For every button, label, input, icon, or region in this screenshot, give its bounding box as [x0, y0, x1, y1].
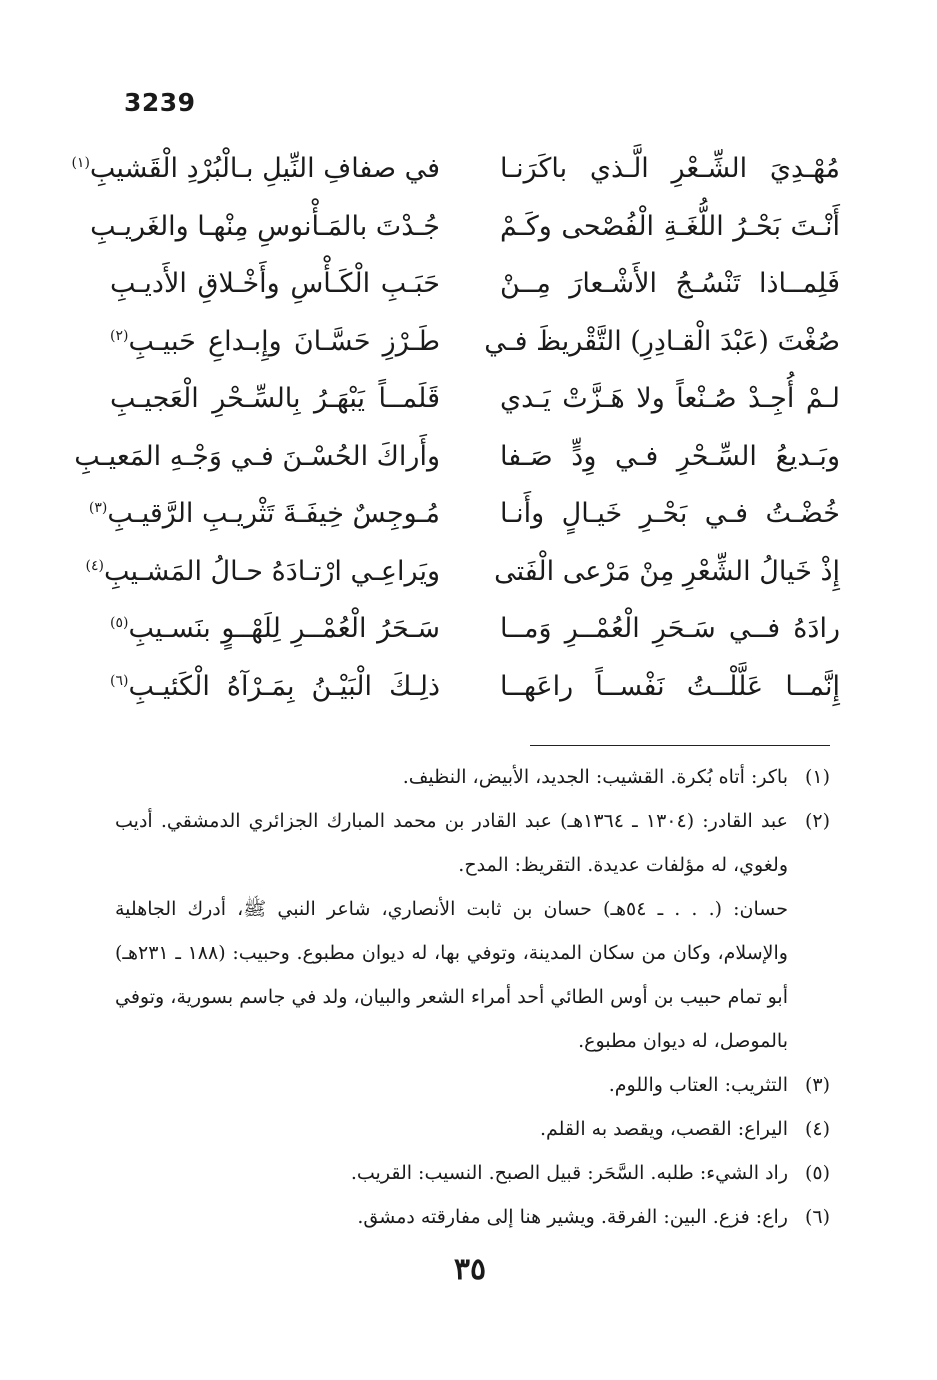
footnote-number: (١) [804, 766, 830, 788]
poem [71, 140, 840, 715]
footnote [115, 755, 830, 799]
verse-second-hemistich: جُـدْتَ بالمَـأْنوسِ مِنْهـا والغَريـبِ [90, 210, 440, 242]
verse-first-hemistich: إِنَّمــا عَلَّلْــتُ نَفْســاً راعَهــا [500, 670, 840, 702]
verse-second-hemistich: سَـحَرُ الْعُمْــرِ لِلَهْــوٍ بنَسـيبِ$^{(٥)}$ [110, 613, 440, 645]
footnote-ref: (٤) [85, 557, 104, 574]
page-number: ٣٥ [453, 1252, 487, 1287]
verse-second-hemistich: طَـرْزِ حَسَّـانَ وإِبـداعِ حَبيـبِ$^{(٢)}$ [110, 325, 440, 357]
verse-second-hemistich: مُـوجِسٌ خِيفَـةَ تَثْريـبِ الرَّقيـبِ$^{(٣)}$ [88, 498, 440, 530]
footnote-paragraph: باكر: أتاه بُكرة. القشيب: الجديد، الأبيض، النظيف. [402, 766, 788, 788]
verse [110, 313, 840, 371]
verse-first-hemistich: وبَـديعُ السِّـحْرِ فـي وِدٍّ صَـفا [500, 440, 840, 472]
footnote-text [115, 1151, 788, 1195]
verse [110, 600, 840, 658]
footnote-number: (٦) [804, 1206, 830, 1228]
footnote [115, 1151, 830, 1195]
footnote-text [115, 1107, 788, 1151]
footnote-paragraph: اليراع: القصب، ويقصد به القلم. [539, 1118, 788, 1140]
footnote-paragraph: راع: فزع. البين: الفرقة. ويشير هنا إلى مفارقته دمشق. [357, 1206, 788, 1228]
verse [85, 543, 840, 601]
footnote-text [115, 1063, 788, 1107]
verse-second-hemistich: في صفافِ النِّيلِ بـالْبُرْدِ الْقَشيبِ$^{(١)}$ [71, 153, 440, 185]
footnote-number: (٤) [804, 1118, 830, 1140]
footnote [115, 1195, 830, 1239]
footnote-ref: (٢) [110, 327, 129, 344]
footnote-text [115, 799, 788, 1063]
footnote-paragraph: عبد القادر: (١٣٠٤ ـ ١٣٦٤هـ) عبد القادر بن محمد المبارك الجزائري الدمشقي. أديب ولغوي، له مؤلفات عديدة. التقريظ: المدح. [115, 810, 788, 876]
verse-first-hemistich: خُضْـتُ فـي بَحْـرِ خَيـالٍ وأَنـا [500, 498, 840, 530]
verse-second-hemistich: حَبَـبِ الْكَـأْسِ وأَخْـلاقِ الأَديـبِ [110, 268, 440, 300]
verse [110, 658, 840, 716]
footnote [115, 1063, 830, 1107]
verse-second-hemistich: ويَراعِـي ارْتـادَهُ حـالُ المَشـيبِ$^{(٤)}$ [85, 555, 440, 587]
footnote-paragraph: راد الشيء: طلبه. السَّحَر: قبيل الصبح. النسيب: القريب. [350, 1162, 788, 1184]
footnote [115, 799, 830, 1063]
verse-first-hemistich: مُهْـدِيَ الشِّـعْرِ الَّـذي باكَرَنـا [500, 153, 840, 185]
verse [110, 370, 840, 428]
verse-second-hemistich: قَلَمــاً يَبْهَـرُ بِالسِّـحْرِ الْعَجيـبِ [110, 383, 440, 415]
footnote-ref: (٦) [110, 672, 129, 689]
footnote [115, 1107, 830, 1151]
verse-first-hemistich: فَلِمــاذا تَنْسُـجُ الأَشْـعارَ مِــنْ [500, 268, 840, 300]
verse-first-hemistich: لـمْ أُجِـدْ صُـنْعاً ولا هَـزَّتْ يَـدي [500, 383, 840, 415]
footnote-paragraph: التثريب: العتاب واللوم. [608, 1074, 788, 1096]
footnotes [115, 755, 830, 1239]
footnote-ref: (٣) [88, 500, 108, 517]
footnote-ref: (١) [71, 155, 90, 172]
verse-first-hemistich: أَنْـتَ بَحْـرُ اللُّغَـةِ الْفُصْحى وكَـمْ [500, 210, 840, 242]
footnote-text [115, 755, 788, 799]
footnote-ref: (٥) [110, 615, 129, 632]
verse [74, 428, 840, 486]
verse [88, 485, 840, 543]
verse-first-hemistich: صُغْتَ (عَبْدَ الْقـادِرِ) التَّقْريظَ فـي [484, 325, 840, 357]
verse-first-hemistich: إِذْ خَيالُ الشِّعْرِ مِنْ مَرْعى الْفَتى [494, 555, 840, 587]
page-id: 3239 [124, 88, 196, 117]
footnote-separator [530, 745, 830, 746]
verse-second-hemistich: وأَراكَ الحُسْـنَ فـي وَجْـهِ المَعيـبِ [74, 440, 440, 472]
verse [90, 198, 840, 256]
verse-second-hemistich: ذلِـكَ الْبَيْـنُ بِمَـرْآهُ الْكَئيـبِ$^{(٦)}$ [110, 670, 440, 702]
verse [71, 140, 840, 198]
verse-first-hemistich: رادَهُ فــي سَـحَرِ الْعُمْــرِ وَمــا [500, 613, 840, 645]
footnote-text [115, 1195, 788, 1239]
footnote-paragraph: حسان: (. . . ـ ٥٤هـ) حسان بن ثابت الأنصاري، شاعر النبي ﷺ، أدرك الجاهلية والإسلام، وكان من سكان المدينة، وتوفي بها، له ديوان مطبوع. وحبيب: (١٨٨ ـ ٢٣١هـ) أبو تمام حبيب بن أوس الطائي أحد أمراء الشعر والبيان، ولد في جاسم بسورية، وتوفي بالموصل، له ديوان مطبوع. [115, 898, 788, 1052]
footnote-number: (٣) [804, 1074, 830, 1096]
footnote-number: (٥) [804, 1162, 830, 1184]
verse [110, 255, 840, 313]
footnote-number: (٢) [804, 810, 830, 832]
